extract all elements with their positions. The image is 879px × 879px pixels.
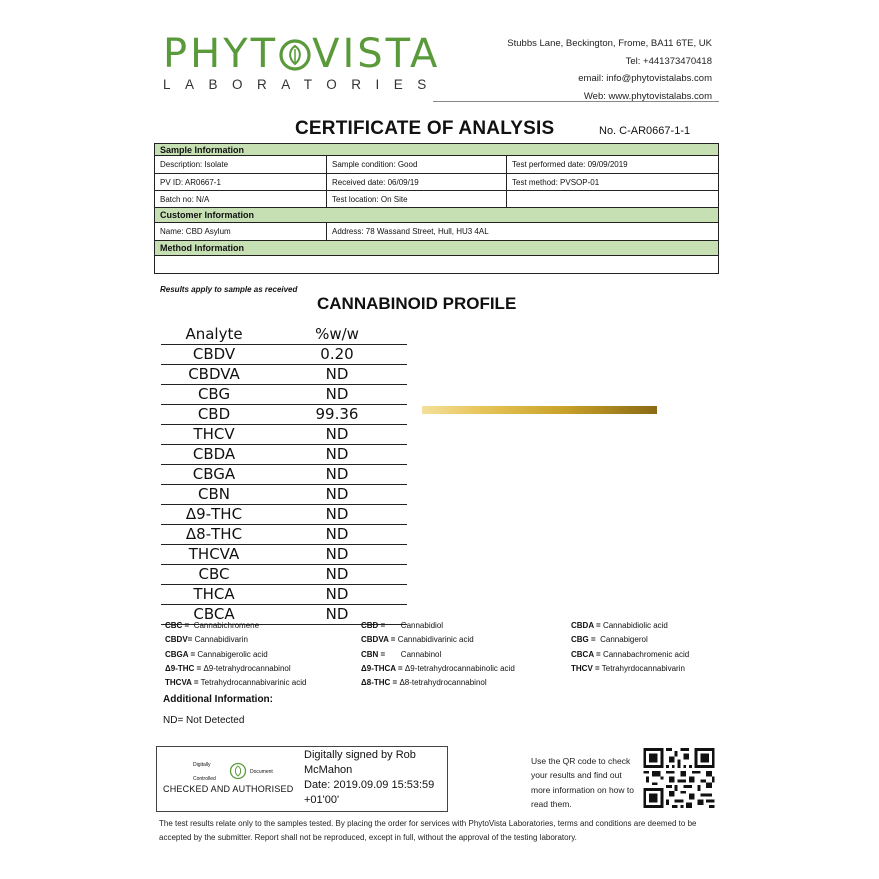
header-divider bbox=[433, 101, 719, 102]
signed-by: Digitally signed by Rob McMahon bbox=[304, 749, 416, 776]
analyte-name: CBDA bbox=[192, 445, 236, 463]
results-note: Results apply to sample as received bbox=[160, 285, 298, 294]
table-header bbox=[161, 325, 407, 345]
stamp-label-document: Document bbox=[250, 769, 273, 775]
analyte-value: ND bbox=[325, 525, 349, 543]
telephone: Tel: +441373470418 bbox=[625, 55, 712, 67]
glossary-entry: CBC = Cannabichromene bbox=[165, 621, 260, 630]
glossary-entry: CBG = Cannabigerol bbox=[571, 635, 648, 645]
footer-disclaimer: The test results relate only to the samples tested. By placing the order for services with PhytoVista Laboratories, terms and conditions are deemed to be accepted by the submitter. Report shall not be reproduced, except in full, without the approval of the testing laboratory. bbox=[159, 819, 697, 842]
stamp-label-controlled: Controlled bbox=[193, 776, 216, 782]
glossary-entry: CBD = Cannabidiol bbox=[361, 621, 444, 630]
glossary-entry: CBDV= Cannabidivarin bbox=[165, 635, 248, 645]
document-stamp bbox=[163, 761, 303, 801]
batch-no: Batch no: N/A bbox=[155, 191, 327, 208]
table-row bbox=[161, 525, 407, 545]
analyte-name: CBGA bbox=[192, 465, 236, 483]
analyte-value: 0.20 bbox=[320, 345, 354, 363]
stamp-label-digitally: Digitally bbox=[193, 762, 211, 768]
glossary-entry: CBDA = Cannabidiolic acid bbox=[571, 621, 668, 630]
signature-box bbox=[156, 746, 448, 812]
table-row bbox=[161, 425, 407, 445]
logo bbox=[163, 31, 441, 92]
certificate-title: CERTIFICATE OF ANALYSIS bbox=[295, 118, 555, 139]
table-row bbox=[161, 465, 407, 485]
qr-code-icon[interactable] bbox=[642, 748, 716, 808]
glossary-entry: CBCA = Cannabachromenic acid bbox=[571, 649, 690, 659]
table-row bbox=[161, 365, 407, 385]
analyte-name: THCV bbox=[193, 425, 235, 443]
additional-info-title: Additional Information: bbox=[163, 694, 273, 705]
cannabinoid-table bbox=[161, 325, 407, 625]
glossary-column-3 bbox=[571, 619, 689, 676]
glossary-entry: CBN = Cannabinol bbox=[361, 649, 442, 659]
pv-id: PV ID: AR0667-1 bbox=[155, 174, 327, 191]
analyte-name: CBCA bbox=[193, 605, 235, 623]
table-row bbox=[161, 505, 407, 525]
leaf-o-icon bbox=[278, 38, 312, 72]
analyte-name: THCVA bbox=[188, 545, 240, 563]
analyte-name: CBDV bbox=[192, 345, 236, 363]
table-row bbox=[161, 545, 407, 565]
analyte-value: ND bbox=[325, 585, 349, 603]
analyte-name: CBN bbox=[198, 485, 230, 503]
glossary-entry: THCV = Tetrahyrdocannabivarin bbox=[571, 663, 685, 673]
glossary-column-2 bbox=[361, 619, 515, 690]
received-date: Received date: 06/09/19 bbox=[327, 174, 507, 191]
customer-address: Address: 78 Wassand Street, Hull, HU3 4AL bbox=[327, 223, 719, 241]
checked-authorised-label: CHECKED AND AUTHORISED bbox=[163, 784, 294, 794]
test-location: Test location: On Site bbox=[327, 191, 507, 208]
glossary-entry: Δ9-THCA = Δ9-tetrahydrocannabinolic acid bbox=[361, 663, 515, 673]
sample-condition: Sample condition: Good bbox=[327, 156, 507, 174]
analyte-name: THCA bbox=[193, 585, 235, 603]
analyte-value: ND bbox=[325, 465, 349, 483]
customer-name: Name: CBD Asylum bbox=[155, 223, 327, 241]
analyte-name: CBD bbox=[197, 405, 231, 423]
table-row bbox=[161, 405, 407, 425]
profile-title: CANNABINOID PROFILE bbox=[317, 294, 517, 313]
logo-subtitle: LABORATORIES bbox=[163, 77, 441, 92]
analyte-value: ND bbox=[325, 425, 349, 443]
glossary-entry: CBGA = Cannabigerolic acid bbox=[165, 649, 268, 659]
website: Web: www.phytovistalabs.com bbox=[583, 90, 712, 102]
analyte-name: Δ9-THC bbox=[185, 505, 243, 523]
analyte-name: Δ8-THC bbox=[185, 525, 243, 543]
table-row bbox=[161, 345, 407, 365]
glossary-entry: Δ8-THC = Δ8-tetrahydrocannabinol bbox=[361, 678, 487, 688]
analyte-value: ND bbox=[325, 485, 349, 503]
method-info-header: Method Information bbox=[155, 241, 719, 256]
decorative-gold-bar bbox=[422, 406, 657, 414]
analyte-value: ND bbox=[325, 445, 349, 463]
analyte-value: ND bbox=[325, 605, 349, 623]
address: Stubbs Lane, Beckington, Frome, BA11 6TE, UK bbox=[507, 38, 712, 49]
sample-description: Description: Isolate bbox=[155, 156, 327, 174]
glossary-entry: CBDVA = Cannabidivarinic acid bbox=[361, 635, 474, 645]
test-performed-date: Test performed date: 09/09/2019 bbox=[507, 156, 719, 174]
table-row bbox=[161, 385, 407, 405]
analyte-name: CBC bbox=[198, 565, 230, 583]
leaf-seal-icon bbox=[229, 762, 247, 780]
analyte-value: 99.36 bbox=[315, 405, 359, 423]
table-row bbox=[161, 445, 407, 465]
email: email: info@phytovistalabs.com bbox=[578, 73, 712, 84]
analyte-value: ND bbox=[325, 505, 349, 523]
glossary-column-1 bbox=[165, 619, 306, 690]
analyte-value: ND bbox=[325, 385, 349, 403]
analyte-value: ND bbox=[325, 545, 349, 563]
table-row bbox=[161, 485, 407, 505]
analyte-value: ND bbox=[325, 365, 349, 383]
info-table bbox=[154, 143, 719, 274]
method-info-body bbox=[155, 256, 719, 274]
value-column-header: %w/w bbox=[315, 325, 359, 343]
signature-date: Date: 2019.09.09 15:53:59 +01'00' bbox=[304, 779, 435, 806]
certificate-number: No. C-AR0667-1-1 bbox=[599, 125, 691, 137]
glossary-entry: Δ9-THC = Δ9-tetrahydrocannabinol bbox=[165, 663, 291, 673]
glossary-entry: THCVA = Tetrahydrocannabivarinic acid bbox=[165, 678, 307, 688]
analyte-column-header: Analyte bbox=[185, 325, 243, 343]
sample-info-header: Sample Information bbox=[155, 144, 719, 156]
additional-info-text: ND= Not Detected bbox=[163, 715, 245, 726]
analyte-name: CBDVA bbox=[188, 365, 240, 383]
contact-block bbox=[507, 35, 712, 105]
analyte-value: ND bbox=[325, 565, 349, 583]
logo-wordmark: PHYT VISTA bbox=[163, 31, 441, 77]
empty-cell bbox=[507, 191, 719, 208]
table-row bbox=[161, 585, 407, 605]
qr-instructions: Use the QR code to check your results and find out more information on how to read them. bbox=[531, 756, 634, 809]
test-method: Test method: PVSOP-01 bbox=[507, 174, 719, 191]
customer-info-header: Customer Information bbox=[155, 208, 719, 223]
table-row bbox=[161, 565, 407, 585]
analyte-name: CBG bbox=[197, 385, 231, 403]
digital-signature-text bbox=[304, 748, 444, 808]
